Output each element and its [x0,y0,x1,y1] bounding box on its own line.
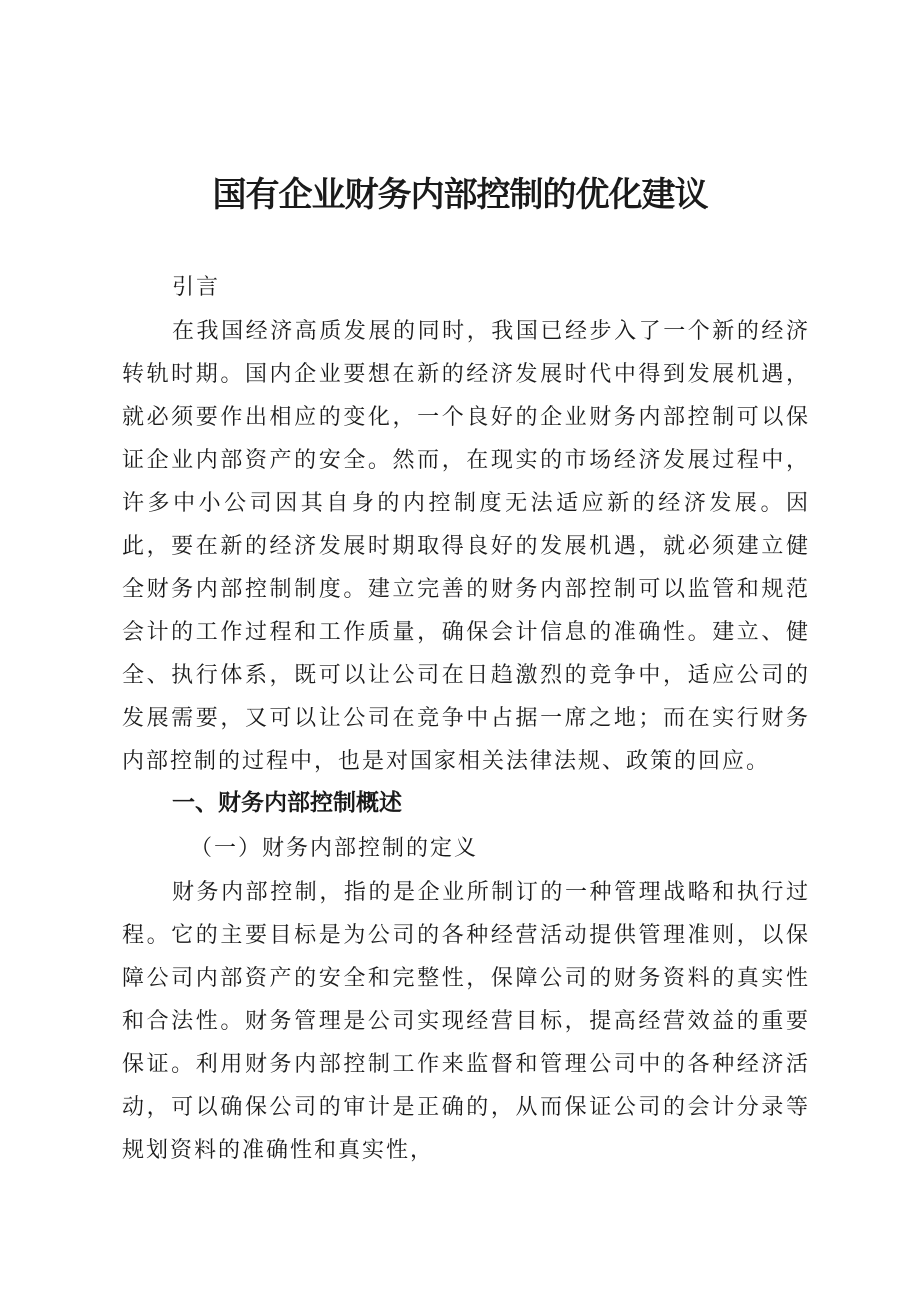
section-heading: 一、财务内部控制概述 [172,790,402,816]
intro-paragraph: 在我国经济高质发展的同时，我国已经步入了一个新的经济转轨时期。国内企业要想在新的经济发展时代中得到发展机遇，就必须要作出相应的变化，一个良好的企业财务内部控制可以保证企业内部资产的安全。然而，在现实的市场经济发展过程中，许多中小公司因其自身的内控制度无法适应新的经济发展。因此，要在新的经济发展时期取得良好的发展机遇，就必须建立健全财务内部控制制度。建立完善的财务内部控制可以监管和规范会计的工作过程和工作质量，确保会计信息的准确性。建立、健全、执行体系，既可以让公司在日趋激烈的竞争中，适应公司的发展需要，又可以让公司在竞争中占据一席之地；而在实行财务内部控制的过程中，也是对国家相关法律法规、政策的回应。 [122,319,810,774]
document-title: 国有企业财务内部控制的优化建议 [212,175,708,215]
intro-label: 引言 [172,275,221,300]
subsection-heading: （一）财务内部控制的定义 [190,836,479,861]
subsection-paragraph: 财务内部控制，指的是企业所制订的一种管理战略和执行过程。它的主要目标是为公司的各种经营活动提供管理准则，以保障公司内部资产的安全和完整性，保障公司的财务资料的真实性和合法性。财务管理是公司实现经营目标，提高经营效益的重要保证。利用财务内部控制工作来监督和管理公司中的各种经济活动，可以确保公司的审计是正确的，从而保证公司的会计分录等规划资料的准确性和真实性， [122,880,810,1163]
